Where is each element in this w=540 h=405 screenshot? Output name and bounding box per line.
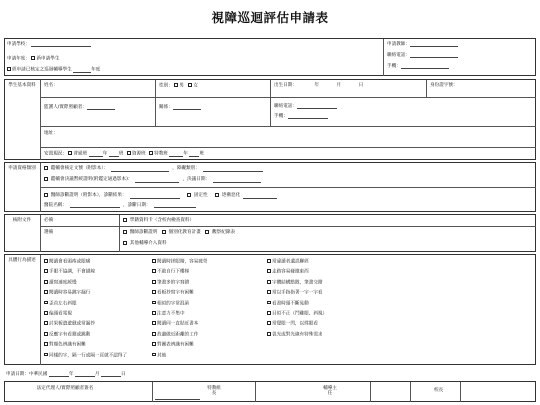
resource-class-label: 資源班	[131, 151, 146, 157]
guardian-signature-label: 法定代理人/實際照顧者簽名	[36, 386, 94, 391]
behavior-section	[4, 254, 536, 365]
required-label: 必備	[44, 218, 54, 223]
doc-a-label: 鑑輔會核定文號（附影本）：	[50, 166, 109, 172]
iep-label: 個別化教育計畫	[168, 230, 201, 236]
teacher-input[interactable]	[410, 43, 458, 47]
doc-a-input[interactable]	[111, 168, 169, 172]
behavior-item[interactable]	[152, 321, 198, 327]
documents-section	[4, 214, 536, 252]
teacher-phone-label: 聯絡電話：	[387, 53, 410, 58]
behavior-label: 常以手指指著一字一字看	[271, 290, 323, 296]
new-student-label: 新申請學生	[36, 56, 60, 62]
behavior-item[interactable]	[44, 332, 90, 338]
behavior-checkbox[interactable]	[152, 280, 156, 284]
behavior-item[interactable]	[44, 259, 90, 265]
behavior-label: 不敢自行下樓梯	[156, 269, 190, 275]
behavior-item[interactable]	[267, 259, 309, 265]
address-label: 地址：	[44, 131, 58, 136]
behavior-label: 對圖表辨識有困難	[156, 342, 194, 348]
birth-day: 日	[358, 83, 364, 88]
diagnosis-input[interactable]	[130, 195, 180, 199]
behavior-checkbox[interactable]	[152, 269, 156, 273]
male-label: 男	[179, 83, 184, 89]
behavior-item[interactable]	[267, 280, 323, 286]
documents-section-title: 核附文件	[12, 218, 32, 223]
behavior-item[interactable]	[152, 280, 189, 286]
behavior-checkbox[interactable]	[44, 280, 48, 284]
gender-label: 性別：	[159, 83, 173, 89]
behavior-item[interactable]	[267, 290, 323, 296]
student-section	[4, 79, 536, 160]
guardian-label: 監護人/實際照顧者：	[44, 105, 87, 110]
student-record-label: 學籍資料卡（含校內檢查資料）	[129, 218, 195, 224]
teacher-phone-input[interactable]	[410, 54, 458, 58]
behavior-item[interactable]	[152, 259, 208, 265]
behavior-label: 手眼不協調，不會描線	[48, 269, 95, 275]
behavior-label: 相似的字常混淆	[156, 300, 190, 306]
behavior-section-title: 具體行為描述	[8, 258, 36, 263]
behavior-item[interactable]	[152, 269, 189, 275]
behavior-item[interactable]	[44, 269, 95, 275]
observation-label: 觀察紀錄表	[212, 230, 236, 236]
student-record-checkbox[interactable]	[123, 218, 127, 222]
special-class-unit: 班	[199, 151, 205, 157]
special-class-label: 特教班	[154, 151, 168, 157]
student-section-title: 學生基本資料	[8, 83, 36, 88]
date-label: 申請日期：中華民國	[6, 372, 48, 377]
behavior-checkbox[interactable]	[44, 269, 48, 273]
special-year-label: 年	[183, 151, 188, 157]
behavior-label: 偏頭看電視	[48, 311, 72, 317]
guardian-signature-field[interactable]	[155, 396, 200, 400]
behavior-label: 常違讀者遺誤聯經	[271, 259, 309, 265]
resource-class-checkbox[interactable]	[127, 151, 131, 155]
behavior-label: 對顏色辨識有困難	[48, 342, 86, 348]
teacher-mobile-label: 手機：	[387, 64, 401, 69]
behavior-checkbox[interactable]	[44, 290, 48, 294]
behavior-item[interactable]	[267, 321, 318, 327]
behavior-checkbox[interactable]	[44, 321, 48, 325]
supported-student-label: 經申請已核定之巡迴輔導學生	[11, 67, 72, 73]
decision-date-label: ，決議日期：	[182, 177, 211, 183]
diagnosis-doc-checkbox[interactable]	[123, 230, 127, 234]
behavior-item[interactable]	[152, 290, 194, 296]
behavior-checkbox[interactable]	[152, 332, 156, 336]
progressive-checkbox[interactable]	[215, 193, 219, 197]
behavior-checkbox[interactable]	[44, 353, 48, 357]
behavior-item[interactable]	[152, 301, 189, 307]
behavior-checkbox[interactable]	[152, 321, 156, 325]
behavior-label: 討果板遊遊戲或常漏抄	[48, 321, 95, 327]
fixed-label: 固定性	[193, 193, 208, 199]
impairment-label: ，障礙類別：	[172, 166, 200, 172]
female-label: 女	[193, 83, 198, 89]
relation-label: 關係：	[159, 105, 173, 110]
general-class-checkbox[interactable]	[68, 151, 72, 155]
behavior-item[interactable]	[44, 280, 77, 286]
behavior-checkbox[interactable]	[267, 269, 271, 273]
teacher-mobile-input[interactable]	[401, 65, 449, 69]
name-label: 姓名：	[44, 83, 58, 88]
behavior-checkbox[interactable]	[44, 342, 48, 346]
optional-label: 選備	[44, 230, 54, 235]
eligibility-section-title: 申請資格類別	[8, 166, 36, 171]
doc-a-checkbox[interactable]	[44, 166, 48, 170]
general-class-unit: 班	[118, 151, 124, 157]
doc-c-checkbox[interactable]	[44, 193, 48, 197]
behavior-label: 常覺眼一閃，以揉眼看	[271, 321, 318, 327]
behavior-label: 畏光或對光線有特殊需求	[271, 332, 323, 338]
date-day-label: 日	[120, 372, 126, 377]
date-year-label: 年	[68, 372, 74, 377]
behavior-item[interactable]	[44, 311, 72, 317]
behavior-label: 反應字有看錯或跳動	[48, 332, 91, 338]
behavior-checkbox[interactable]	[44, 259, 48, 263]
behavior-label: 閱讀同一直貼近書本	[156, 321, 199, 327]
date-year-input[interactable]	[49, 373, 69, 377]
supported-student-checkbox[interactable]	[7, 67, 11, 71]
behavior-checkbox[interactable]	[152, 290, 156, 294]
header-block	[4, 38, 536, 76]
behavior-item[interactable]	[152, 342, 194, 348]
behavior-item[interactable]	[44, 353, 127, 359]
behavior-item[interactable]	[44, 321, 95, 327]
behavior-checkbox[interactable]	[152, 301, 156, 305]
support-year-input[interactable]	[73, 69, 91, 73]
behavior-label: 字體結構點散，筆畫交錯	[271, 280, 323, 286]
birth-label: 出生日期：	[274, 83, 297, 88]
guardian-mobile-input[interactable]	[288, 115, 328, 119]
progressive-label: 逐漸惡化	[221, 193, 241, 199]
behavior-checkbox[interactable]	[152, 353, 156, 357]
special-class-checkbox[interactable]	[149, 151, 153, 155]
behavior-checkbox[interactable]	[267, 259, 271, 263]
decision-date-input[interactable]	[213, 179, 261, 183]
behavior-checkbox[interactable]	[267, 280, 271, 284]
doc-b-checkbox[interactable]	[44, 177, 48, 181]
behavior-item[interactable]	[152, 311, 185, 317]
school-input[interactable]	[31, 43, 91, 47]
behavior-item[interactable]	[267, 301, 309, 307]
hospital-label: 醫院名稱：	[44, 203, 67, 208]
doc-b-input[interactable]	[135, 179, 179, 183]
placement-label: 安置現況：	[44, 151, 67, 157]
id-label: 身份證字號：	[430, 83, 458, 88]
birth-year: 年	[314, 83, 320, 88]
principal-sign-label: 校長	[434, 388, 444, 393]
behavior-checkbox[interactable]	[267, 311, 271, 315]
behavior-label: 同樣的字，隔一行或隔一頁就不認得了	[48, 352, 128, 358]
impairment-input[interactable]	[203, 168, 263, 172]
behavior-checkbox[interactable]	[267, 332, 271, 336]
behavior-label: 歪首左右斜眼	[48, 300, 77, 306]
behavior-checkbox[interactable]	[44, 332, 48, 336]
other-intervention-checkbox[interactable]	[123, 241, 127, 245]
behavior-label: 走路容易碰撞東西	[271, 269, 309, 275]
behavior-item[interactable]	[267, 269, 309, 275]
behavior-label: 故避做近距離的工作	[156, 332, 199, 338]
fixed-checkbox[interactable]	[187, 193, 191, 197]
birth-month: 月	[336, 83, 342, 88]
behavior-checkbox[interactable]	[44, 311, 48, 315]
guardian-mobile-label: 手機：	[274, 114, 288, 119]
behavior-label: 讀寫速度緩慢	[48, 280, 77, 286]
behavior-label: 筆畫多的字寫錯	[156, 280, 190, 286]
behavior-checkbox[interactable]	[267, 290, 271, 294]
behavior-item[interactable]	[44, 342, 86, 348]
guardian-phone-label: 聯絡電話：	[274, 104, 297, 109]
behavior-item[interactable]	[44, 290, 90, 296]
doc-c-label: 醫師診斷證明（附影本），診斷結果：	[50, 193, 127, 199]
date-month-input[interactable]	[75, 373, 95, 377]
signature-row	[4, 381, 536, 402]
behavior-item[interactable]	[267, 332, 323, 338]
behavior-item[interactable]	[44, 301, 77, 307]
diagnosis-doc-label: 醫師診斷證明	[129, 230, 158, 236]
behavior-checkbox[interactable]	[44, 301, 48, 305]
behavior-item[interactable]	[152, 332, 198, 338]
school-label: 申請學校：	[7, 42, 30, 47]
general-year-label: 年	[102, 151, 108, 157]
guardian-phone-input[interactable]	[297, 105, 337, 109]
behavior-checkbox[interactable]	[152, 259, 156, 263]
counsel-sign-label: 輔導主任	[323, 386, 337, 397]
year-suffix: 年度	[91, 67, 101, 73]
behavior-item[interactable]	[267, 311, 327, 317]
observation-checkbox[interactable]	[205, 230, 209, 234]
female-checkbox[interactable]	[188, 83, 192, 87]
other-intervention-label: 其他輔導介入資料	[129, 241, 167, 247]
behavior-label: 其他	[156, 352, 167, 358]
behavior-label: 閱讀會看頭疼或眼痛	[48, 259, 91, 265]
iep-checkbox[interactable]	[162, 230, 166, 234]
year-label: 申請年度：	[7, 56, 30, 62]
special-ed-sign-label: 特教組長	[207, 386, 221, 397]
behavior-checkbox[interactable]	[152, 311, 156, 315]
doc-b-label: 鑑輔會決議暫緩證明(附鑑定通過影本)：	[50, 177, 133, 183]
behavior-label: 看書時頭不斷晃動	[271, 300, 309, 306]
date-day-input[interactable]	[101, 373, 121, 377]
diag-date-label: ，診斷日期：	[122, 203, 151, 208]
behavior-label: 注意力不集中	[156, 311, 185, 317]
teacher-label: 申請教師：	[387, 42, 410, 47]
hospital-input[interactable]	[70, 204, 120, 208]
form-title: 視障巡迴評估申請表	[211, 10, 329, 25]
eligibility-section	[4, 162, 536, 212]
behavior-checkbox[interactable]	[152, 342, 156, 346]
behavior-checkbox[interactable]	[267, 301, 271, 305]
general-class-label: 普通班	[73, 151, 88, 157]
date-month-label: 月	[94, 372, 100, 377]
guardian-input[interactable]	[87, 106, 115, 110]
behavior-label: 看板抄寫字有困難	[156, 290, 194, 296]
behavior-label: 閱讀時搓眼睛，容易疲勞	[156, 259, 208, 265]
diag-date-input[interactable]	[154, 204, 196, 208]
behavior-label: 目似不正（鬥雞眼、斜視）	[271, 311, 328, 317]
male-checkbox[interactable]	[174, 83, 178, 87]
relation-input[interactable]	[173, 106, 201, 110]
behavior-label: 閱讀時容易跳字漏行	[48, 290, 91, 296]
behavior-checkbox[interactable]	[267, 321, 271, 325]
behavior-item[interactable]	[152, 353, 166, 359]
new-student-checkbox[interactable]	[31, 56, 35, 60]
